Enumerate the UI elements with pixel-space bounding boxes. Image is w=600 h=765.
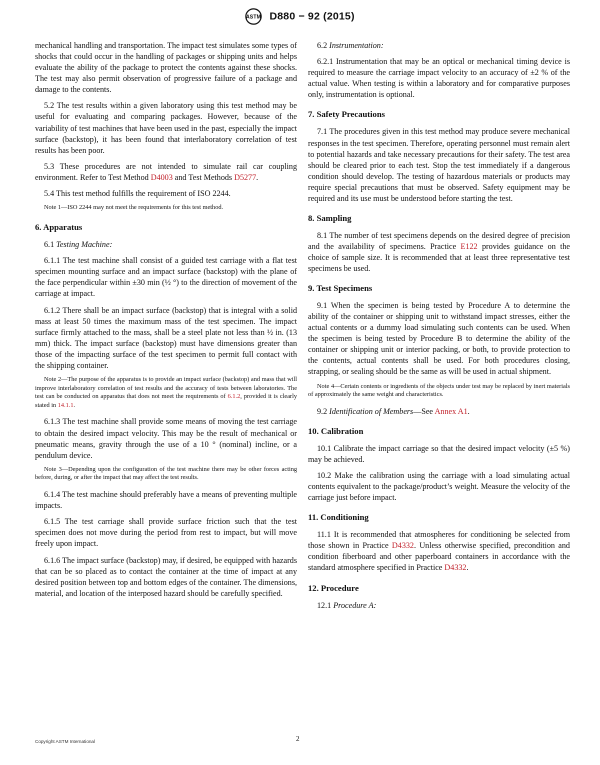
paragraph-5-3: 5.3 These procedures are not intended to simulate rail car coupling environment. Refer to Test Method D4003 and Test Methods D5277. xyxy=(35,161,297,182)
paragraph-6-2-1: 6.2.1 Instrumentation that may be an optical or mechanical timing device is required to measure the carriage impact velocity to an accuracy of ±2 % of the actual value. When testing is within a laboratory and for comparative purposes only, instrumentation is optional. xyxy=(308,57,570,100)
page-number: 2 xyxy=(296,735,300,743)
note-3: Note 3—Depending upon the configuration of the test machine there may be other forces acting before, during, or after the impact that may affect the test results. xyxy=(35,465,297,482)
reference-link-d4332[interactable]: D4332 xyxy=(391,541,414,551)
section-heading-conditioning: 11. Conditioning xyxy=(308,512,369,523)
section-heading-test-specimens: 9. Test Specimens xyxy=(308,283,373,294)
section-heading-sampling: 8. Sampling xyxy=(308,212,352,223)
page-header xyxy=(0,8,600,28)
paragraph-9-1: 9.1 When the specimen is being tested by Procedure A to determine the ability of the container or shipping unit to withstand impact stresses, either the actual contents or a dummy load simulating such contents can be used. When the specimen is being tested by Procedure B to determine the ability of the container or shipping unit or interior packing, or both, to provide protection to the contents, actual contents shall be used. For both procedures closing, strapping, or sealing should be the same as will be used in actual shipment. xyxy=(308,301,570,377)
paragraph-6-1-3: 6.1.3 The test machine shall provide some means of moving the test carriage to obtain the desired impact velocity. This may be the result of mechanical or pneumatic means, gravity through the use of a 10 ° (nominal) incline, or a pendulum device. xyxy=(35,417,297,460)
paragraph-10-1: 10.1 Calibrate the impact carriage so that the desired impact velocity (±5 %) may be achieved. xyxy=(308,443,570,464)
paragraph-6-1-1: 6.1.1 The test machine shall consist of a guided test carriage with a flat test specimen mounting surface and an impact surface (backstop) with the plane of the face perpendicular within ±30 min (½ °) to the direction of movement of the carriage at impact. xyxy=(35,256,297,299)
reference-link-d4003[interactable]: D4003 xyxy=(150,172,173,182)
section-heading-calibration: 10. Calibration xyxy=(308,425,364,436)
reference-link-14-1-1[interactable]: 14.1.1 xyxy=(57,401,74,409)
note-1: Note 1—ISO 2244 may not meet the requirements for this test method. xyxy=(44,204,224,212)
reference-link-e122[interactable]: E122 xyxy=(460,241,478,251)
paragraph-6-1-2: 6.1.2 There shall be an impact surface (backstop) that is integral with a solid mass at least 50 times the maximum mass of the test specimen. The impact surface firmly attached to the mass, shall be a steel plate not less than ½ in. (13 mm) thick. The impact surface (backstop) must have dimensions greater than those of the impacting surface of the test specimen to permit full contact with the shipping container. xyxy=(35,305,297,370)
svg-text:ASTM: ASTM xyxy=(246,14,262,21)
paragraph-12-1: 12.1 Procedure A: xyxy=(317,600,377,610)
paragraph-6-2: 6.2 Instrumentation: xyxy=(317,41,384,50)
section-heading-safety-precautions: 7. Safety Precautions xyxy=(308,109,385,120)
right-column xyxy=(308,40,570,616)
section-heading-apparatus: 6. Apparatus xyxy=(35,221,83,232)
reference-link-annex-a1[interactable]: Annex A1 xyxy=(434,406,468,416)
paragraph-6-1-4: 6.1.4 The test machine should preferably have a means of preventing multiple impacts. xyxy=(35,490,297,511)
paragraph-10-2: 10.2 Make the calibration using the carriage with a load simulating actual contents equivalent to the package/product’s weight. Measure the velocity of the carriage just before impact. xyxy=(308,471,570,503)
section-heading-procedure: 12. Procedure xyxy=(308,582,359,593)
paragraph-8-1: 8.1 The number of test specimens depends on the desired degree of precision and the availability of specimens. Practice E122 provides guidance on the choice of sample size. It is recommended that at least three representative test specimens be used. xyxy=(308,230,570,273)
paragraph-11-1: 11.1 It is recommended that atmospheres for conditioning be selected from those shown in Practice D4332. Unless otherwise specified, precondition and condition fiberboard and other paperboard containers in accordance with the standard atmosphere specified in Practice D4332. xyxy=(308,530,570,573)
paragraph-7-1: 7.1 The procedures given in this test method may produce severe mechanical responses in the test specimen. Therefore, operating personnel must remain alert to potential hazards and take necessary precautions for their safety. The test area should be cleared prior to each test. Stop the test immediately if a dangerous condition should develop. The testing of hazardous materials or products may require special precautions that must be observed. Safety equipment may be required and its use must be understood before starting the test. xyxy=(308,127,570,203)
document-designation: D880 − 92 (2015) xyxy=(269,10,355,23)
note-4: Note 4—Certain contents or ingredients of the objects under test may be replaced by inert materials of approximately the same weight and characteristics. xyxy=(308,382,570,399)
copyright-footer: Copyright ASTM International xyxy=(35,739,96,744)
paragraph-5-4: 5.4 This test method fulfills the requirement of ISO 2244. xyxy=(44,189,231,199)
reference-link-d4332-second[interactable]: D4332 xyxy=(444,563,467,573)
paragraph-9-2: 9.2 Identification of Members—See Annex A1. xyxy=(317,406,470,416)
paragraph-6-1-6: 6.1.6 The impact surface (backstop) may, if desired, be equipped with hazards that can be so placed as to contact the container at the time of impact at any desired position between top and bottom edges of the container. The dimensions, material, and location of the interposed hazard should be carefully specified. xyxy=(35,555,297,598)
paragraph-intro: mechanical handling and transportation. The impact test simulates some types of shocks that could occur in the handling of packages or shipping units and helps evaluate the ability of the package to protect the contents against these shocks. The test may also permit observation of progressive failure of a package and damage to the contents. xyxy=(35,41,297,95)
astm-logo-icon xyxy=(245,8,262,25)
reference-link-6-1-2[interactable]: 6.1.2 xyxy=(227,393,241,401)
paragraph-5-2: 5.2 The test results within a given laboratory using this test method may be useful for evaluating and comparing packages. However, because of the variability of test machines that have been used in the past, especially the impact surface (backstop), it has been found that interlaboratory correlation of test results has been poor. xyxy=(35,101,297,155)
paragraph-6-1: 6.1 Testing Machine: xyxy=(44,240,113,249)
note-2: Note 2—The purpose of the apparatus is to provide an impact surface (backstop) and mass that will improve interlaboratory correlation of test results and the accuracy of tests between laboratories. The test can be conducted on apparatus that does not meet the requirements of 6.1.2, provided it is clearly stated in 14.1.1. xyxy=(35,376,297,409)
left-column xyxy=(35,40,297,604)
reference-link-d5277[interactable]: D5277 xyxy=(234,172,257,182)
paragraph-6-1-5: 6.1.5 The test carriage shall provide surface friction such that the test specimen does not move during the period from rest to impact, but will move freely upon impact. xyxy=(35,517,297,549)
